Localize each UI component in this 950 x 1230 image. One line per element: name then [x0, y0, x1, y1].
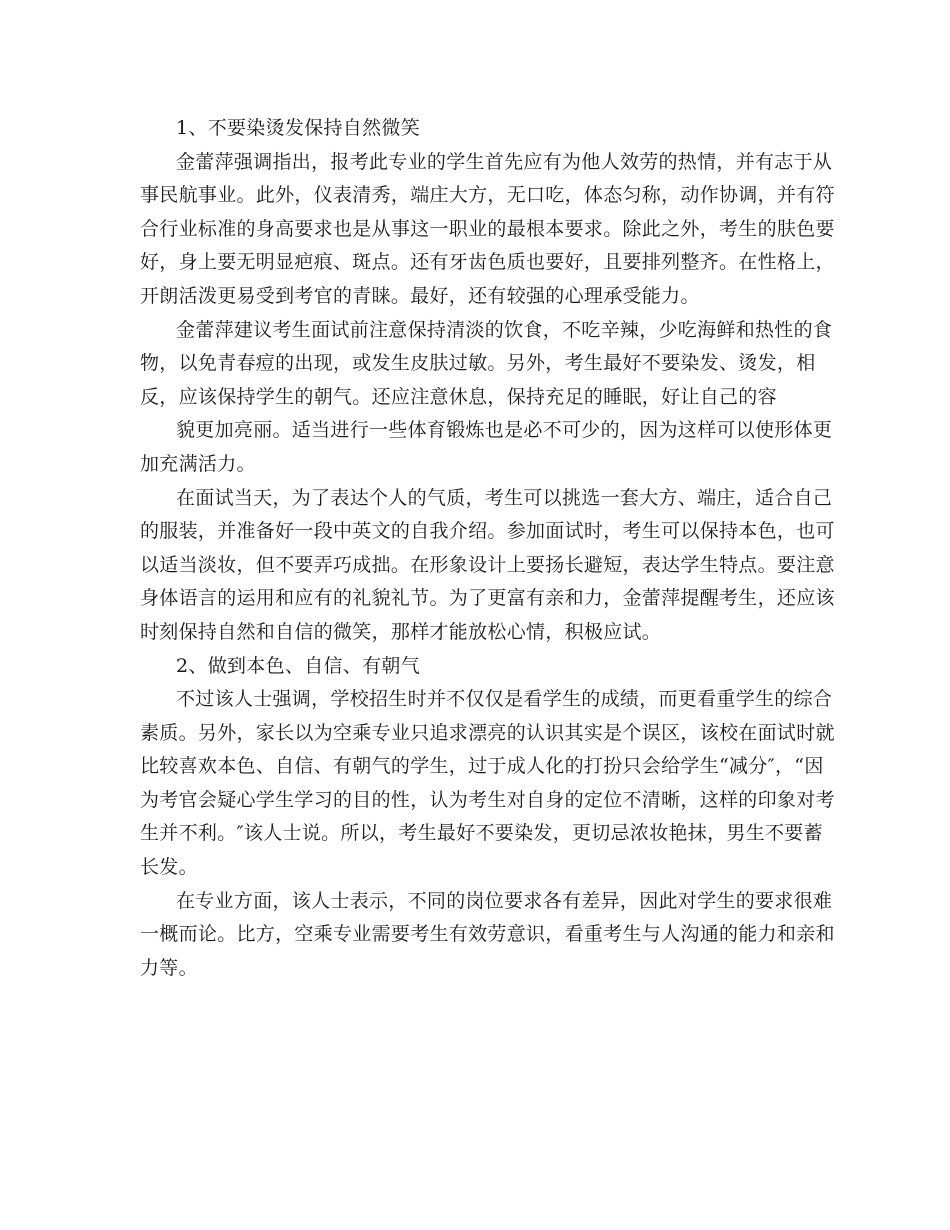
- text-line: 在面试当天，为了表达个人的气质，考生可以挑选一套大方、端庄，适合自己: [176, 486, 833, 509]
- text-line: 时刻保持自然和自信的微笑，那样才能放松心情，积极应试。: [140, 620, 662, 643]
- text-line: 好，身上要无明显疤痕、斑点。还有牙齿色质也要好，且要排列整齐。在性格上，: [140, 251, 835, 274]
- text-line: 金蕾萍建议考生面试前注意保持清淡的饮食，不吃辛辣，少吃海鲜和热性的食: [176, 318, 833, 341]
- text-line: 身体语言的运用和应有的礼貌礼节。为了更富有亲和力，金蕾萍提醒考生，还应该: [140, 587, 835, 610]
- text-line: 一概而论。比方，空乘专业需要考生有效劳意识，看重考生与人沟通的能力和亲和: [140, 923, 835, 946]
- text-line: 以适当淡妆，但不要弄巧成拙。在形象设计上要扬长避短，表达学生特点。要注意: [140, 553, 835, 576]
- text-line: 1、不要染烫发保持自然微笑: [176, 117, 420, 139]
- text-line: 加充满活力。: [140, 452, 256, 475]
- text-line: 合行业标准的身高要求也是从事这一职业的最根本要求。除此之外，考生的肤色要: [140, 217, 835, 240]
- text-line: 比较喜欢本色、自信、有朝气的学生，过于成人化的打扮只会给学生“减分″，“因: [140, 755, 824, 778]
- text-line: 为考官会疑心学生学习的目的性，认为考生对自身的定位不清晰，这样的印象对考: [140, 788, 835, 811]
- text-line: 金蕾萍强调指出，报考此专业的学生首先应有为他人效劳的热情，并有志于从: [176, 150, 833, 173]
- text-line: 反，应该保持学生的朝气。还应注意休息，保持充足的睡眠，好让自己的容: [140, 385, 777, 408]
- text-line: 事民航事业。此外，仪表清秀，端庄大方，无口吃，体态匀称，动作协调，并有符: [140, 184, 835, 207]
- text-line: 开朗活泼更易受到考官的青睐。最好，还有较强的心理承受能力。: [140, 284, 700, 307]
- document-body: [140, 112, 835, 985]
- text-line: 不过该人士强调，学校招生时并不仅仅是看学生的成绩，而更看重学生的综合: [176, 688, 833, 711]
- text-line: 物，以免青春痘的出现，或发生皮肤过敏。另外，考生最好不要染发、烫发，相: [140, 352, 816, 375]
- text-line: 貌更加亮丽。适当进行一些体育锻炼也是必不可少的，因为这样可以使形体更: [176, 419, 833, 442]
- text-line: 素质。另外，家长以为空乘专业只追求漂亮的认识其实是个误区，该校在面试时就: [140, 721, 835, 744]
- text-line: 的服装，并准备好一段中英文的自我介绍。参加面试时，考生可以保持本色，也可: [140, 520, 835, 543]
- text-line: 力等。: [140, 956, 198, 979]
- text-line: 2、做到本色、自信、有朝气: [176, 654, 420, 677]
- text-line: 长发。: [140, 856, 198, 879]
- text-line: 生并不利。″该人士说。所以，考生最好不要染发，更切忌浓妆艳抹，男生不要蓄: [140, 822, 823, 845]
- text-line: 在专业方面，该人士表示，不同的岗位要求各有差异，因此对学生的要求很难: [176, 889, 833, 912]
